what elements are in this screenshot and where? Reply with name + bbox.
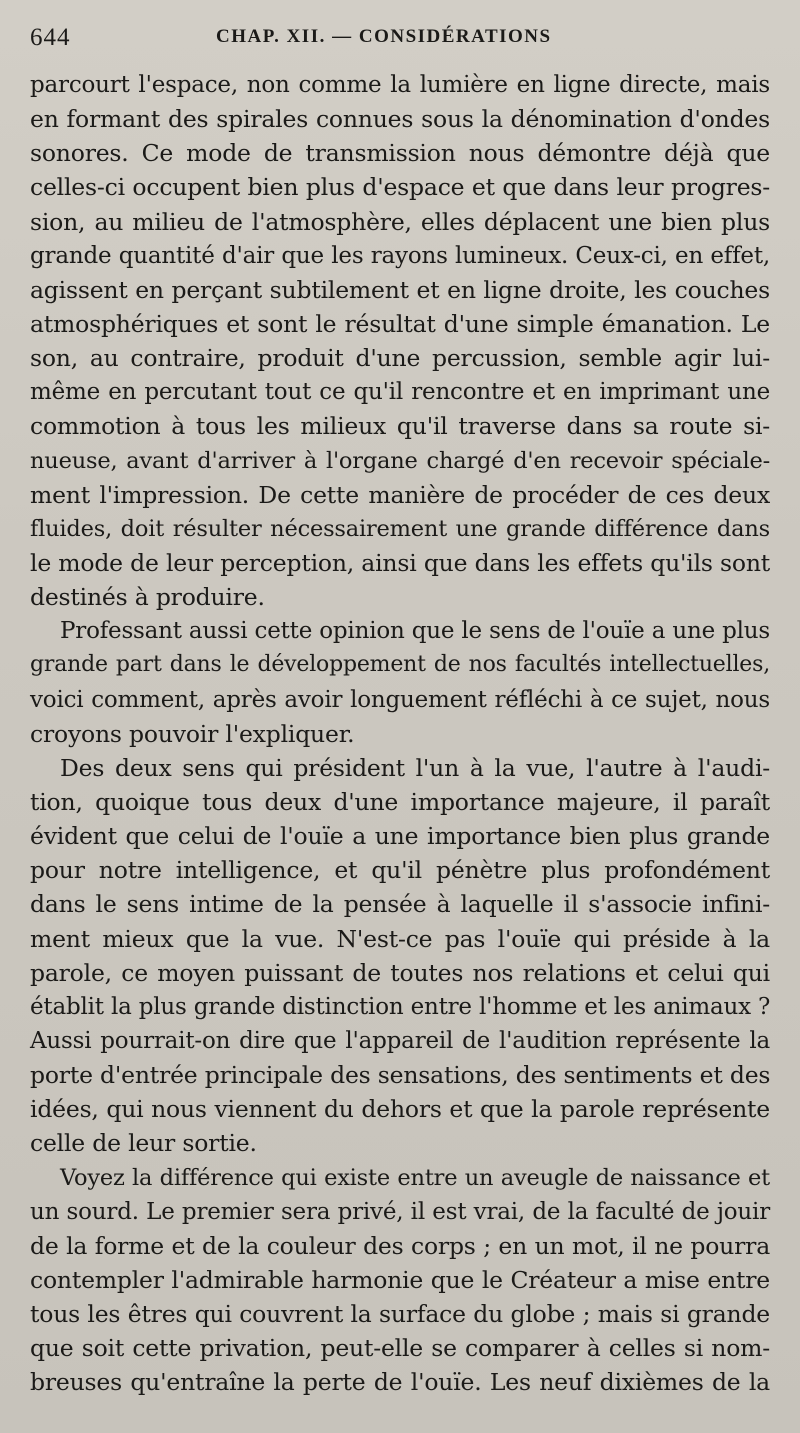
- paragraph-2: [30, 614, 770, 751]
- text-line: agissent en perçant subtilement et en ligne droite, les couches: [30, 275, 770, 304]
- text-line: sonores. Ce mode de transmission nous démontre déjà que: [30, 139, 770, 168]
- text-line: ment l'impression. De cette manière de procéder de ces deux: [30, 480, 770, 509]
- text-line: pour notre intelligence, et qu'il pénètre plus profondément: [30, 856, 770, 885]
- text-line: celles-ci occupent bien plus d'espace et que dans leur progres-: [30, 173, 770, 202]
- text-line: son, au contraire, produit d'une percussion, semble agir lui-: [30, 344, 770, 373]
- text-line: nueuse, avant d'arriver à l'organe chargé d'en recevoir spéciale-: [30, 447, 770, 474]
- page-number: 644: [30, 24, 71, 51]
- text-line: sion, au milieu de l'atmosphère, elles déplacent une bien plus: [30, 207, 770, 236]
- text-line: Voyez la différence qui existe entre un aveugle de naissance et: [60, 1164, 770, 1191]
- text-line: grande part dans le développement de nos facultés intellectuelles,: [30, 652, 770, 678]
- text-line: un sourd. Le premier sera privé, il est vrai, de la faculté de jouir: [30, 1198, 770, 1225]
- text-line: tion, quoique tous deux d'une importance majeure, il paraît: [30, 787, 770, 816]
- text-line: tous les êtres qui couvrent la surface du globe ; mais si grande: [30, 1300, 770, 1329]
- text-line: parole, ce moyen puissant de toutes nos relations et celui qui: [30, 958, 770, 987]
- text-line: dans le sens intime de la pensée à laquelle il s'associe infini-: [30, 890, 770, 919]
- text-line: parcourt l'espace, non comme la lumière en ligne directe, mais: [30, 72, 770, 98]
- text-line: en formant des spirales connues sous la dénomination d'ondes: [30, 105, 770, 134]
- text-line: le mode de leur perception, ainsi que dans les effets qu'ils sont: [30, 548, 771, 577]
- text-line: atmosphériques et sont le résultat d'une simple émanation. Le: [30, 309, 770, 338]
- text-line: breuses qu'entraîne la perte de l'ouïe. Les neuf dixièmes de la: [30, 1368, 770, 1397]
- text-line: même en percutant tout ce qu'il rencontre et en imprimant une: [30, 379, 770, 406]
- text-line: contempler l'admirable harmonie que le Créateur a mise entre: [30, 1265, 770, 1294]
- paragraph-4: [30, 1161, 770, 1400]
- text-line: établit la plus grande distinction entre l'homme et les animaux ?: [30, 993, 771, 1020]
- text-line: idées, qui nous viennent du dehors et que la parole représente: [30, 1095, 770, 1124]
- text-line: Aussi pourrait-on dire que l'appareil de l'audition représente la: [30, 1027, 770, 1054]
- text-line: évident que celui de l'ouïe a une importance bien plus grande: [30, 822, 770, 851]
- text-line: Professant aussi cette opinion que le sens de l'ouïe a une plus: [60, 618, 770, 645]
- text-line: ment mieux que la vue. N'est-ce pas l'ouïe qui préside à la: [30, 924, 770, 953]
- text-line: que soit cette privation, peut-elle se comparer à celles si nom-: [30, 1334, 770, 1363]
- paragraph-1: [30, 68, 770, 614]
- running-head: CHAP. XII. — CONSIDÉRATIONS: [216, 26, 552, 47]
- page-header: [30, 24, 770, 52]
- text-line: celle de leur sortie.: [30, 1129, 257, 1158]
- body-text: [30, 68, 770, 1399]
- text-line: voici comment, après avoir longuement réfléchi à ce sujet, nous: [30, 686, 770, 713]
- text-line: destinés à produire.: [30, 583, 265, 612]
- text-line: porte d'entrée principale des sensations, des sentiments et des: [30, 1061, 771, 1090]
- text-line: de la forme et de la couleur des corps ; en un mot, il ne pourra: [30, 1231, 770, 1260]
- text-line: commotion à tous les milieux qu'il traverse dans sa route si-: [30, 412, 770, 441]
- text-line: fluides, doit résulter nécessairement une grande différence dans: [30, 515, 770, 542]
- text-line: croyons pouvoir l'expliquer.: [30, 719, 355, 748]
- paragraph-3: [30, 751, 770, 1161]
- text-line: grande quantité d'air que les rayons lumineux. Ceux-ci, en effet,: [30, 242, 770, 269]
- text-line: Des deux sens qui président l'un à la vue, l'autre à l'audi-: [60, 753, 770, 782]
